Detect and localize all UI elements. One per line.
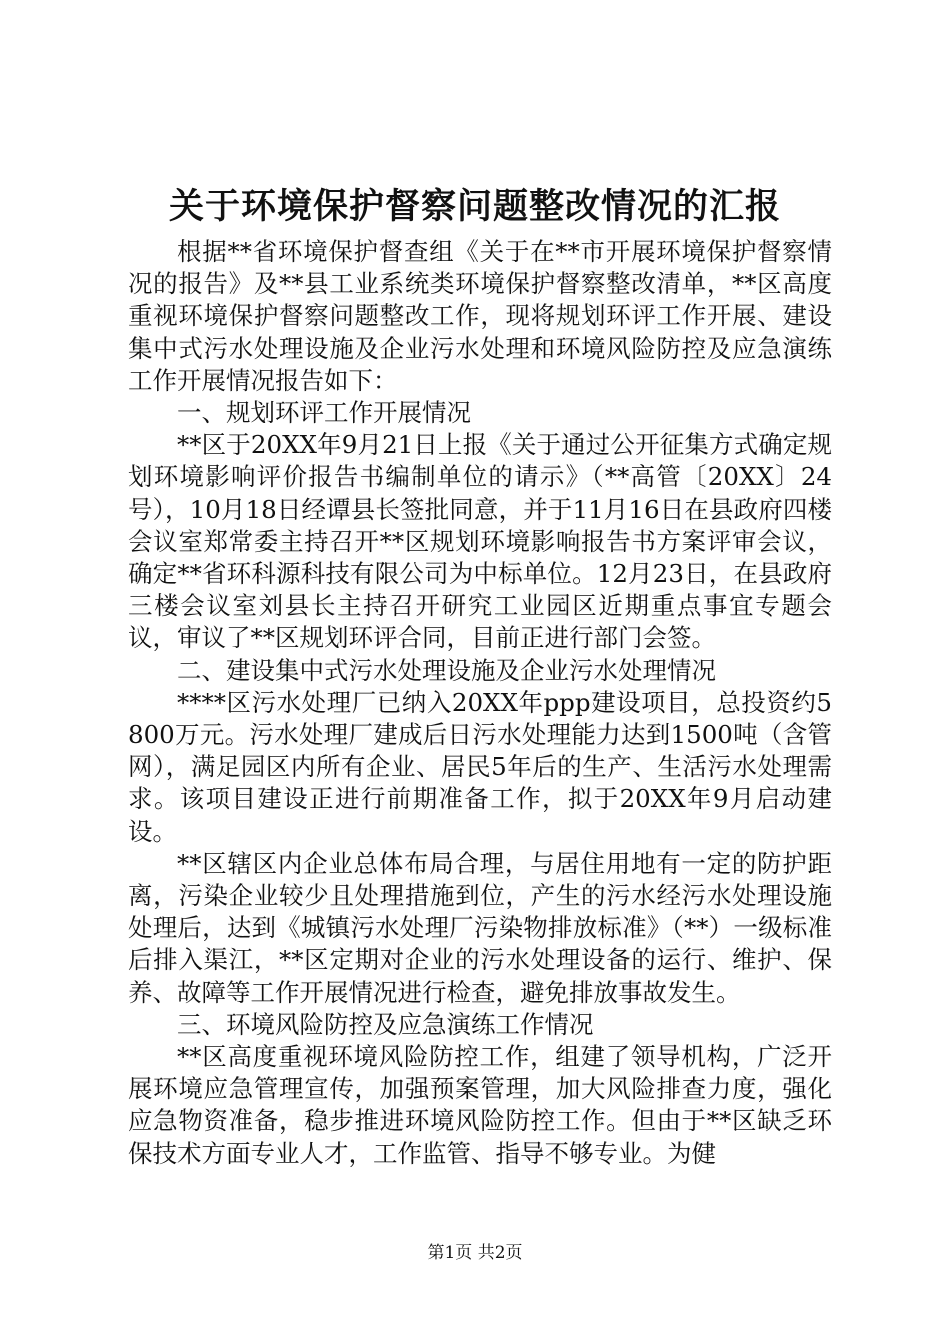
document-body [128,236,832,1170]
section-heading-2: 二、建设集中式污水处理设施及企业污水处理情况 [177,655,716,685]
intro-paragraph: 根据**省环境保护督查组《关于在**市开展环境保护督察情况的报告》及**县工业系统类环境保护督察整改清单，**区高度重视环境保护督察问题整改工作，现将规划环评工作开展、建设集中式污水处理设施及企业污水处理和环境风险防控及应急演练工作开展情况报告如下： [128,237,832,395]
section-1-paragraph: **区于20XX年9月21日上报《关于通过公开征集方式确定规划环境影响评价报告书编制单位的请示》（**高管〔20XX〕24号），10月18日经谭县长签批同意，并于11月16日在县政府四楼会议室郑常委主持召开**区规划环境影响报告书方案评审会议，确定**省环科源科技有限公司为中标单位。12月23日，在县政府三楼会议室刘县长主持召开研究工业园区近期重点事宜专题会议，审议了**区规划环评合同，目前正进行部门会签。 [128,430,832,653]
section-heading-3: 三、环境风险防控及应急演练工作情况 [177,1009,594,1039]
section-2-paragraph-2: **区辖区内企业总体布局合理，与居住用地有一定的防护距离，污染企业较少且处理措施到位，产生的污水经污水处理设施处理后，达到《城镇污水处理厂污染物排放标准》（**）一级标准后排入渠江，**区定期对企业的污水处理设备的运行、维护、保养、故障等工作开展情况进行检查，避免排放事故发生。 [128,848,832,1007]
page-number-footer: 第1页 共2页 [427,1243,523,1263]
section-3-paragraph: **区高度重视环境风险防控工作，组建了领导机构，广泛开展环境应急管理宣传，加强预案管理，加大风险排查力度，强化应急物资准备，稳步推进环境风险防控工作。但由于**区缺乏环保技术方面专业人才，工作监管、指导不够专业。为健 [128,1042,832,1168]
document-title: 关于环境保护督察问题整改情况的汇报 [168,186,781,227]
section-heading-1: 一、规划环评工作开展情况 [177,398,471,428]
section-2-paragraph-1: ****区污水处理厂已纳入20XX年ppp建设项目，总投资约5800万元。污水处理厂建成后日污水处理能力达到1500吨（含管网），满足园区内所有企业、居民5年后的生产、生活污水处理需求。该项目建设正进行前期准备工作，拟于20XX年9月启动建设。 [128,687,832,846]
